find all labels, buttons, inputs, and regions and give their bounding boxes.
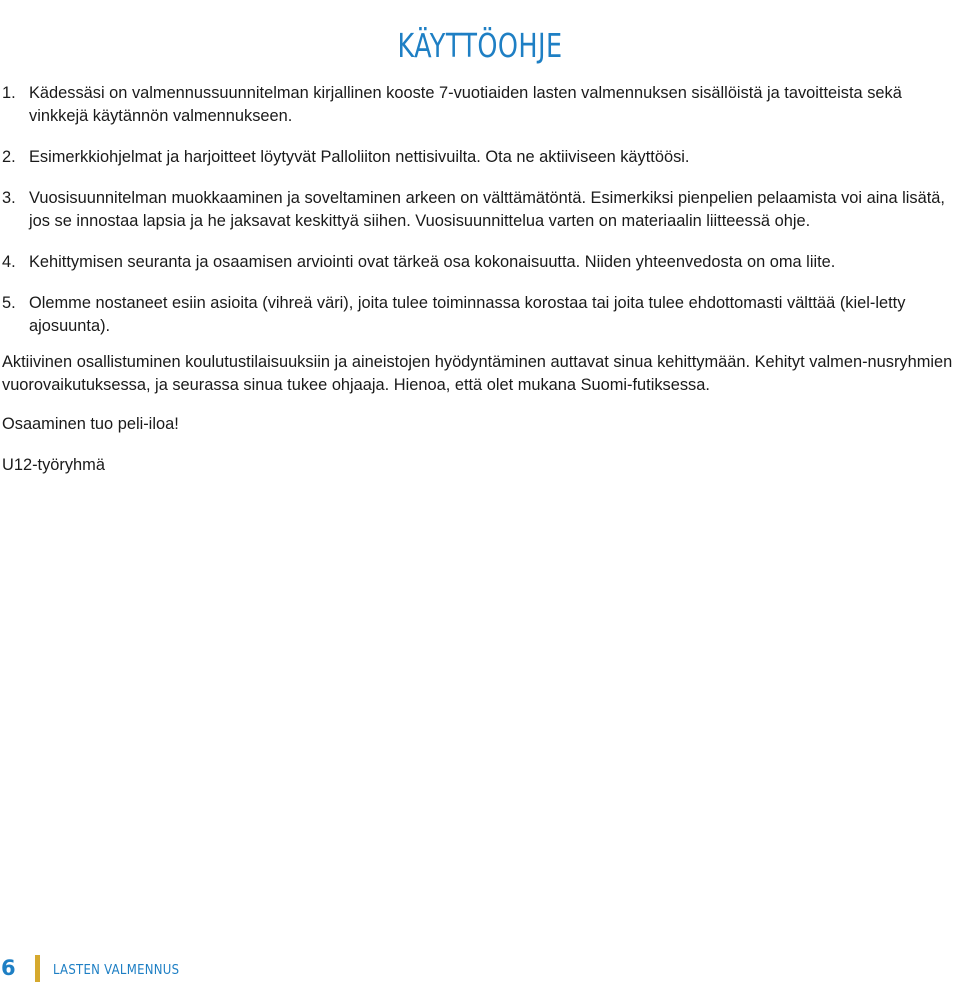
instruction-text: Kädessäsi on valmennussuunnitelman kirjallinen kooste 7-vuotiaiden lasten valmennuksen sisällöistä ja tavoitteista sekä vinkkejä käytännön valmennukseen.: [29, 84, 902, 125]
instruction-number: 5.: [2, 294, 16, 312]
footer-divider-bar: [35, 955, 40, 982]
slogan: Osaaminen tuo peli-iloa!: [2, 415, 179, 433]
instruction-item-4: [0, 251, 960, 274]
signature: U12-työryhmä: [2, 456, 105, 474]
closing-paragraph: Aktiivinen osallistuminen koulutustilaisuuksiin ja aineistojen hyödyntäminen auttavat sinua kehittymään. Kehityt valmen-nusryhmien vuorovaikutuksessa, ja seurassa sinua tukee ohjaaja. Hienoa, että olet mukana Suomi-futiksessa.: [2, 353, 953, 394]
instruction-list: [0, 82, 960, 338]
instruction-number: 2.: [2, 148, 16, 166]
instruction-number: 3.: [2, 189, 16, 207]
instruction-number: 1.: [2, 84, 16, 102]
instruction-text: Vuosisuunnitelman muokkaaminen ja soveltaminen arkeen on välttämätöntä. Esimerkiksi pienpelien pelaamista voi aina lisätä, jos se innostaa lapsia ja he jaksavat keskittyä siihen. Vuosisuunnittelua varten on materiaalin liitteessä ohje.: [29, 189, 945, 230]
page-title: KÄYTTÖOHJE: [397, 26, 563, 66]
instruction-item-5: [0, 292, 960, 338]
instruction-item-2: [0, 146, 960, 169]
page-number: 6: [1, 956, 16, 980]
instruction-text: Esimerkkiohjelmat ja harjoitteet löytyvät Palloliiton nettisivuilta. Ota ne aktiiviseen käyttöösi.: [29, 148, 690, 166]
instruction-number: 4.: [2, 253, 16, 271]
instruction-text: Kehittymisen seuranta ja osaamisen arviointi ovat tärkeä osa kokonaisuutta. Niiden yhteenvedosta on oma liite.: [29, 253, 836, 271]
instruction-item-1: [0, 82, 960, 128]
instruction-item-3: [0, 187, 960, 233]
footer-section-label: LASTEN VALMENNUS: [53, 963, 180, 978]
instruction-text: Olemme nostaneet esiin asioita (vihreä väri), joita tulee toiminnassa korostaa tai joita tulee ehdottomasti välttää (kiel-letty ajosuunta).: [29, 294, 906, 335]
